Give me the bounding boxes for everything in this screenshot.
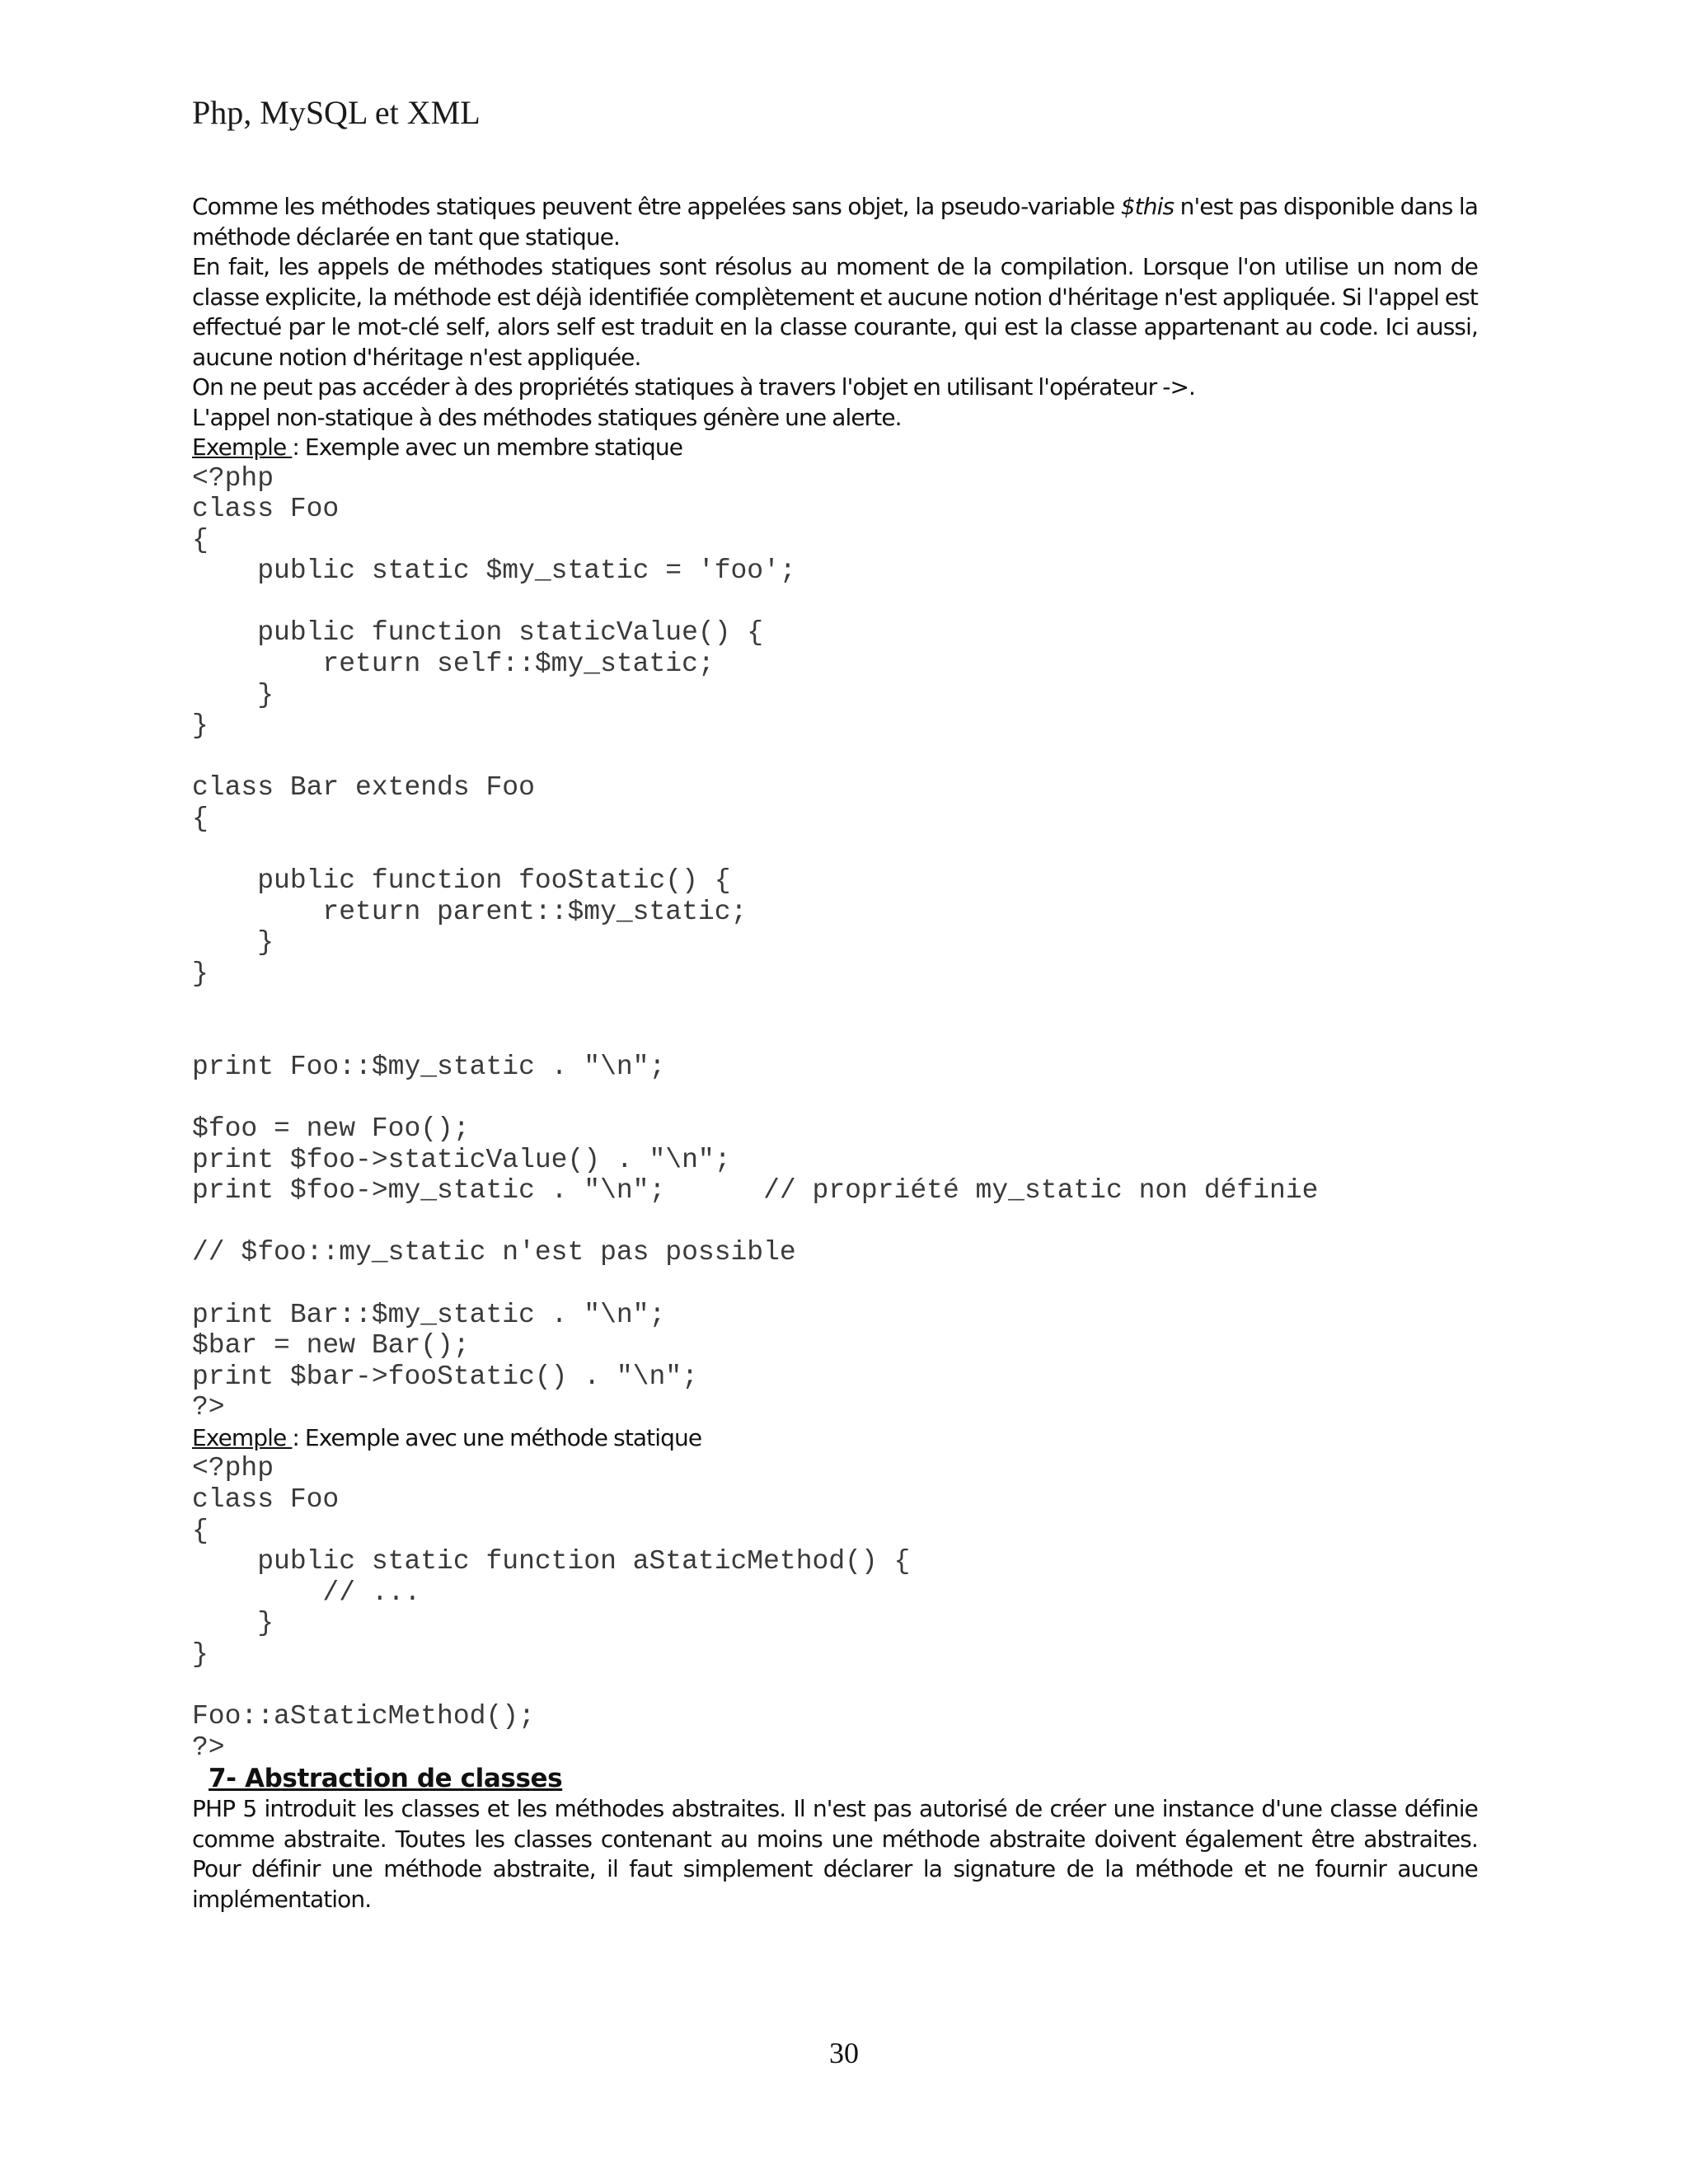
this-variable: $this [1120, 193, 1175, 220]
code-line: print $foo->my_static . "\n"; // propriété my_static non définie [192, 1175, 1319, 1207]
code-line: // $foo::my_static n'est pas possible [192, 1237, 796, 1268]
code-blank-line [192, 1207, 1478, 1238]
example-text: : Exemple avec une méthode statique [292, 1423, 702, 1451]
code-block-1 [192, 463, 1478, 1423]
code-line: print Bar::$my_static . "\n"; [192, 1299, 666, 1330]
code-blank-line [192, 587, 1478, 618]
paragraph-text: Comme les méthodes statiques peuvent être appelées sans objet, la pseudo-variable [192, 193, 1121, 220]
code-line: <?php [192, 462, 274, 494]
code-line: { [192, 1515, 209, 1546]
paragraph-text: n'est pas disponible dans la méthode déclarée en tant que statique. [192, 193, 1478, 251]
example-label: Exemple [192, 1423, 293, 1451]
code-blank-line [192, 990, 1478, 1021]
paragraph-static-this [192, 192, 1478, 252]
code-line: } [192, 927, 274, 958]
code-line: print Foo::$my_static . "\n"; [192, 1051, 666, 1082]
paragraph-abstraction: PHP 5 introduit les classes et les méthodes abstraites. Il n'est pas autorisé de créer une instance d'une classe définie comme abstraite. Toutes les classes contenant au moins une méthode abstraite doivent également être abstraites. Pour définir une méthode abstraite, il faut simplement déclarer la signature de la méthode et ne fournir aucune implémentation. [192, 1795, 1478, 1913]
code-blank-line [192, 742, 1478, 773]
code-line: public function staticValue() { [192, 617, 764, 649]
example-caption-1 [192, 433, 1478, 463]
code-line: { [192, 524, 209, 555]
paragraph-properties: On ne peut pas accéder à des propriétés statiques à travers l'objet en utilisant l'opérateur ->. [192, 373, 1196, 401]
code-blank-line [192, 1671, 1478, 1702]
code-line: print $bar->fooStatic() . "\n"; [192, 1361, 698, 1392]
code-blank-line [192, 1268, 1478, 1300]
code-line: } [192, 679, 274, 710]
code-line: } [192, 710, 209, 742]
page-number: 30 [829, 2036, 859, 2069]
code-line: <?php [192, 1453, 274, 1484]
example-label: Exemple [192, 434, 293, 461]
paragraph-compilation: En fait, les appels de méthodes statiques sont résolus au moment de la compilation. Lorsque l'on utilise un nom de classe explicite, la méthode est déjà identifiée complètement et aucune notion d'héritage n'est appliquée. Si l'appel est effectué par le mot-clé self, alors self est traduit en la classe courante, qui est la classe appartenant au code. Ici aussi, aucune notion d'héritage n'est appliquée. [192, 253, 1478, 371]
example-caption-2 [192, 1423, 1478, 1454]
example-text: : Exemple avec un membre statique [292, 434, 683, 461]
code-line: public function fooStatic() { [192, 865, 731, 897]
code-line: Foo::aStaticMethod(); [192, 1701, 535, 1732]
code-line: } [192, 1638, 209, 1670]
code-line: return self::$my_static; [192, 649, 715, 680]
code-line: } [192, 1608, 274, 1639]
code-line: // ... [192, 1577, 421, 1608]
code-blank-line [192, 835, 1478, 866]
code-line: { [192, 804, 209, 835]
code-block-2 [192, 1453, 1478, 1763]
page-content [192, 192, 1478, 1915]
code-line: ?> [192, 1392, 225, 1423]
code-blank-line [192, 1020, 1478, 1052]
code-line: public static $my_static = 'foo'; [192, 555, 796, 587]
code-line: class Foo [192, 494, 340, 525]
code-line: public static function aStaticMethod() { [192, 1546, 911, 1577]
code-line: $bar = new Bar(); [192, 1330, 470, 1361]
code-line: $foo = new Foo(); [192, 1113, 470, 1144]
section-title: 7- Abstraction de classes [209, 1764, 563, 1794]
code-line: ?> [192, 1732, 225, 1763]
code-line: class Bar extends Foo [192, 772, 535, 804]
code-blank-line [192, 1082, 1478, 1113]
paragraph-alert: L'appel non-statique à des méthodes statiques génère une alerte. [192, 403, 902, 431]
code-line: return parent::$my_static; [192, 896, 748, 927]
code-line: print $foo->staticValue() . "\n"; [192, 1144, 731, 1175]
page-header: Php, MySQL et XML [192, 94, 481, 131]
code-line: } [192, 958, 209, 989]
code-line: class Foo [192, 1484, 340, 1515]
